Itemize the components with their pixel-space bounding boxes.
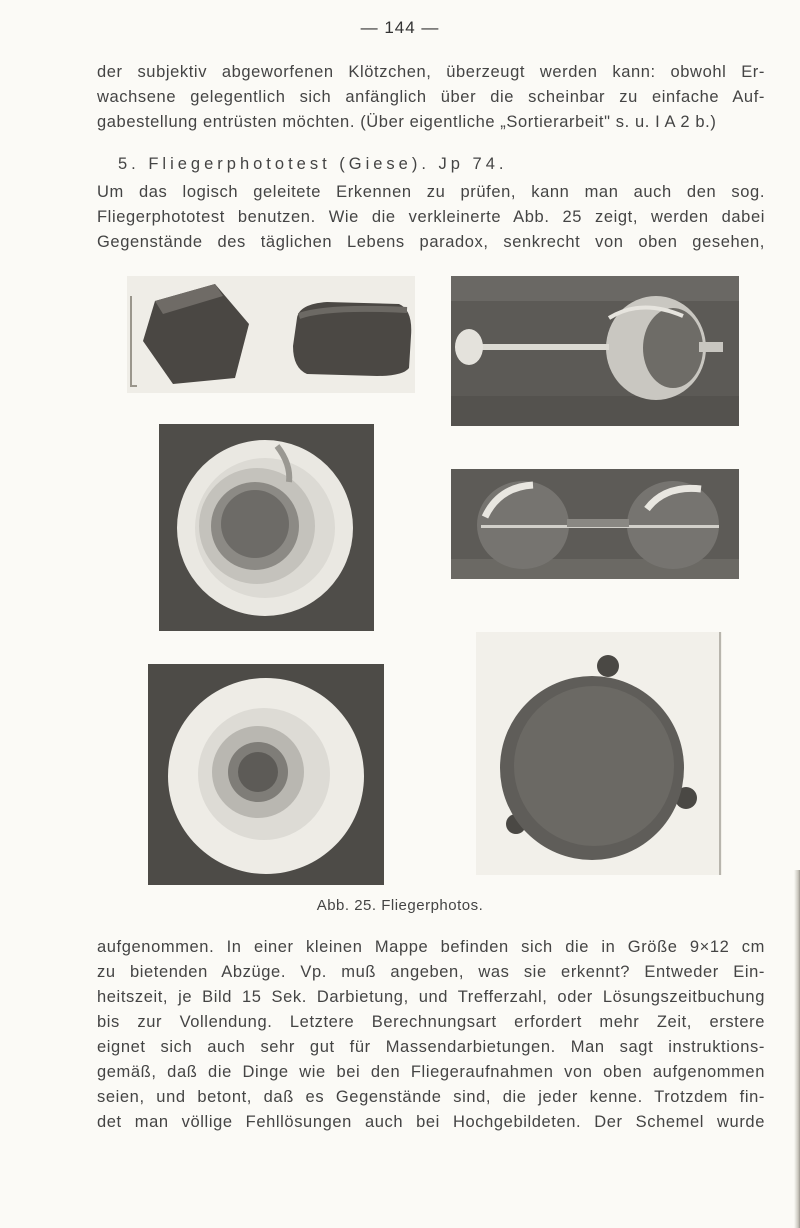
text-line: aufgenommen. In einer kleinen Mappe befinden sich die in Größe 9×12 cm <box>97 938 765 956</box>
text-line: heitszeit, je Bild 15 Sek. Darbietung, und Trefferzahl, oder Lösungszeitbuchung <box>97 988 765 1006</box>
text-line: wachsene gelegentlich sich anfänglich über die scheinbar zu einfache Auf- <box>97 88 765 106</box>
text-line: zu bietenden Abzüge. Vp. muß angeben, was sie erkennt? Entweder Ein- <box>97 963 765 981</box>
text-line: seien, und betont, daß es Gegenstände sind, die jeder kenne. Trotzdem fin- <box>97 1088 765 1106</box>
intro-paragraph <box>97 180 765 255</box>
photo-cup <box>159 424 374 631</box>
bottom-paragraph <box>97 935 765 1135</box>
section-heading: 5. Fliegerphototest (Giese). Jp 74. <box>118 155 508 173</box>
text-line: gabestellung entrüsten möchten. (Über eigentliche „Sortierarbeit" s. u. I A 2 b.) <box>97 113 717 131</box>
text-line: Gegenstände des täglichen Lebens paradox, senkrecht von oben gesehen, <box>97 233 765 251</box>
text-line: eignet sich auch sehr gut für Massendarbietungen. Man sagt instruktions- <box>97 1038 765 1056</box>
text-line: Um das logisch geleitete Erkennen zu prüfen, kann man auch den sog. <box>97 183 765 201</box>
page-edge-shadow <box>794 870 800 1228</box>
photo-bowl <box>148 664 384 885</box>
top-paragraph <box>97 60 765 135</box>
photo-blocks <box>127 276 415 393</box>
text-line: bis zur Vollendung. Letztere Berechnungsart erfordert mehr Zeit, erstere <box>97 1013 765 1031</box>
page-number: — 144 — <box>360 18 440 37</box>
text-line: det man völlige Fehllösungen auch bei Hochgebildeten. Der Schemel wurde <box>97 1113 765 1131</box>
text-line: Fliegerphototest benutzen. Wie die verkleinerte Abb. 25 zeigt, werden dabei <box>97 208 765 226</box>
photo-spoon <box>451 276 739 426</box>
text-line: der subjektiv abgeworfenen Klötzchen, überzeugt werden kann: obwohl Er- <box>97 63 765 81</box>
text-line: gemäß, daß die Dinge wie bei den Fliegeraufnahmen von oben aufgenommen <box>97 1063 765 1081</box>
photo-stool <box>476 632 722 875</box>
figure-caption: Abb. 25. Fliegerphotos. <box>316 897 484 914</box>
photo-glasses <box>451 469 739 579</box>
